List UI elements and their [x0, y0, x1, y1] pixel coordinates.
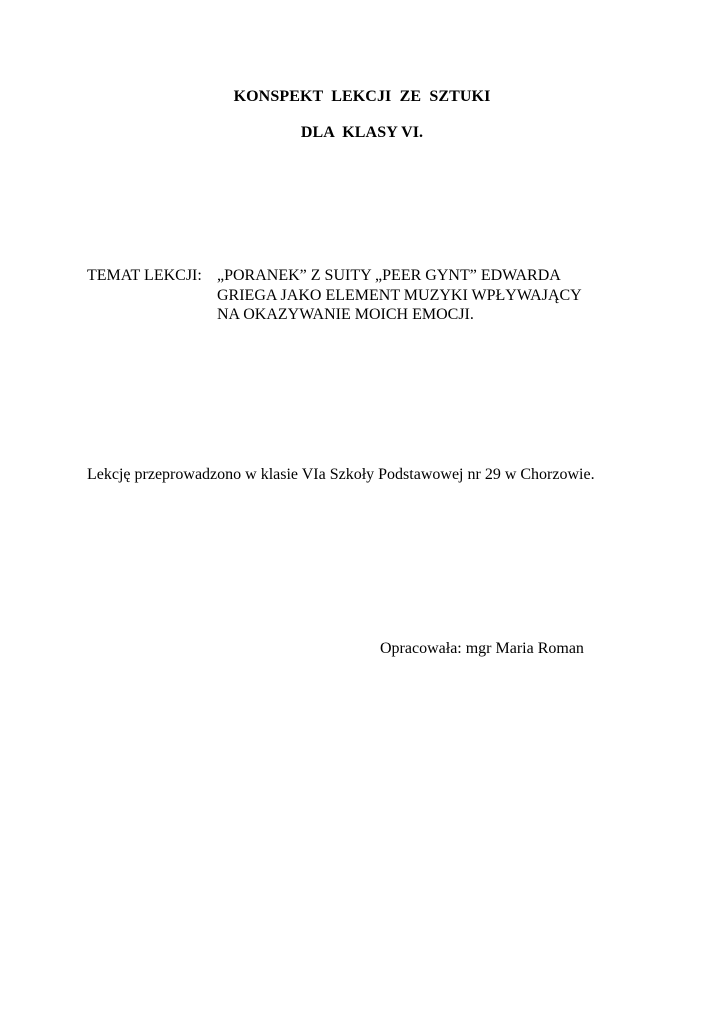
author-signature-line: Opracowała: mgr Maria Roman	[380, 640, 584, 657]
topic-text	[217, 266, 582, 325]
topic-line: GRIEGA JAKO ELEMENT MUZYKI WPŁYWAJĄCY	[217, 286, 582, 304]
topic-line: „PORANEK” Z SUITY „PEER GYNT” EDWARDA	[217, 267, 561, 284]
topic-label: TEMAT LEKCJI:	[87, 267, 202, 284]
lesson-location-note: Lekcję przeprowadzono w klasie VIa Szkoły Podstawowej nr 29 w Chorzowie.	[87, 466, 595, 483]
document-title: KONSPEKT LEKCJI ZE SZTUKI	[233, 88, 491, 105]
lesson-topic	[87, 266, 582, 325]
document-subtitle: DLA KLASY VI.	[300, 124, 424, 141]
topic-line: NA OKAZYWANIE MOICH EMOCJI.	[217, 306, 474, 323]
